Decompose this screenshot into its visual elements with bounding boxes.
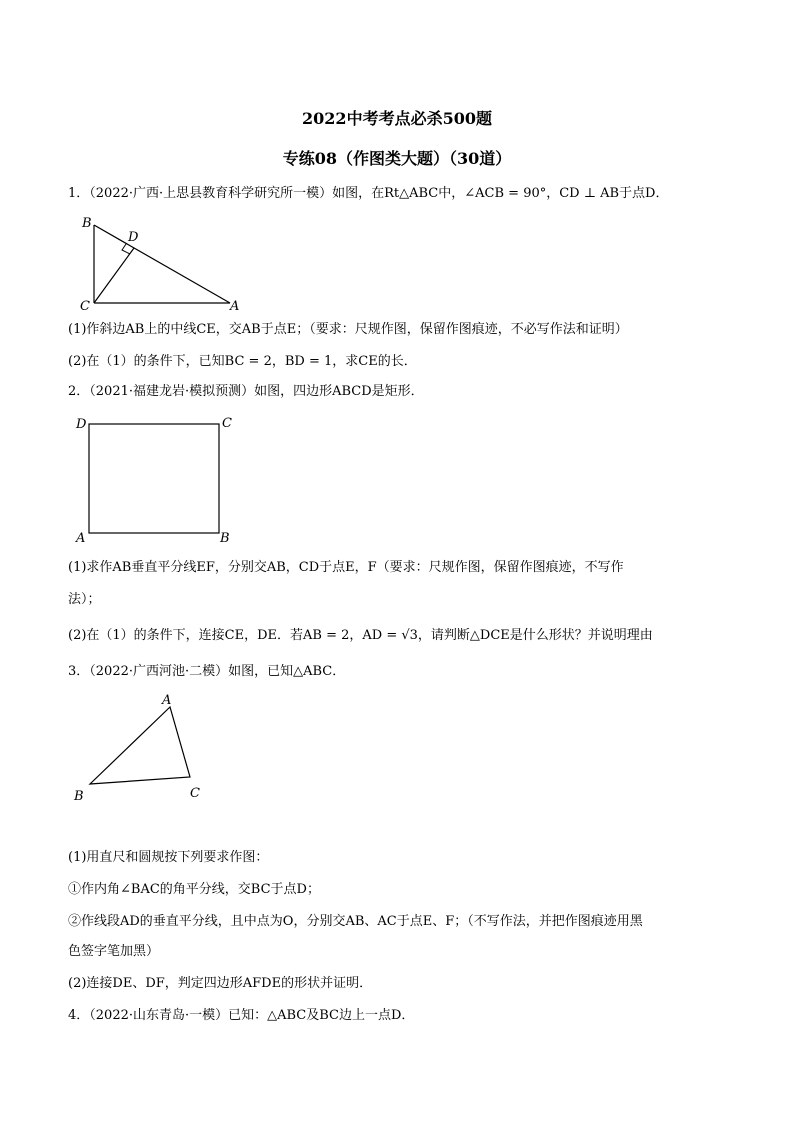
problem-3-stem: 3．（2022·广西河池·二模）如图，已知△ABC． bbox=[68, 664, 346, 679]
problem-3-part-2: (2)连接DE、DF，判定四边形AFDE的形状并证明． bbox=[68, 976, 373, 991]
problem-3-part-1: (1)用直尺和圆规按下列要求作图： bbox=[68, 850, 269, 865]
problem-4-stem: 4．（2022·山东青岛·一模）已知：△ABC及BC边上一点D． bbox=[68, 1008, 415, 1023]
problem-1-part-1: (1)作斜边AB上的中线CE，交AB于点E；（要求：尺规作图，保留作图痕迹，不必写作法和证明） bbox=[68, 322, 628, 337]
label-D: D bbox=[76, 417, 87, 432]
problem-1-part-2: (2)在（1）的条件下，已知BC = 2，BD = 1，求CE的长． bbox=[68, 354, 417, 369]
label-C: C bbox=[222, 416, 232, 431]
problem-1-figure bbox=[60, 210, 260, 320]
label-C: C bbox=[80, 299, 90, 314]
label-A: A bbox=[230, 299, 240, 314]
label-C: C bbox=[190, 786, 200, 801]
label-B: B bbox=[74, 789, 84, 804]
problem-2-part-1-cont: 法）； bbox=[68, 592, 101, 607]
problem-3-step-2-cont: 色签字笔加黑） bbox=[68, 944, 160, 959]
page-subtitle: 专练08（作图类大题）（30道） bbox=[282, 149, 512, 168]
problem-3-step-2: ②作线段AD的垂直平分线，且中点为O，分别交AB、AC于点E、F；（不写作法，并把作图痕迹用黑 bbox=[68, 914, 643, 929]
problem-3-step-1: ①作内角∠BAC的角平分线，交BC于点D； bbox=[68, 882, 320, 897]
page-title: 2022中考考点必杀500题 bbox=[302, 109, 492, 128]
problem-1-stem: 1．（2022·广西·上思县教育科学研究所一模）如图，在Rt△ABC中，∠ACB = 90°，CD ⊥ AB于点D． bbox=[68, 186, 669, 201]
problem-2-part-2: (2)在（1）的条件下，连接CE，DE．若AB = 2，AD = √3，请判断△DCE是什么形状？并说明理由 bbox=[68, 628, 653, 643]
problem-3-figure bbox=[70, 690, 230, 810]
label-B: B bbox=[82, 216, 92, 231]
problem-2-figure bbox=[70, 410, 250, 550]
label-B: B bbox=[220, 531, 230, 546]
label-D: D bbox=[128, 230, 139, 245]
label-A: A bbox=[162, 693, 172, 708]
label-A: A bbox=[76, 531, 86, 546]
problem-2-stem: 2．（2021·福建龙岩·模拟预测）如图，四边形ABCD是矩形． bbox=[68, 384, 424, 399]
problem-2-part-1: (1)求作AB垂直平分线EF，分别交AB，CD于点E，F（要求：尺规作图，保留作图痕迹，不写作 bbox=[68, 560, 624, 575]
